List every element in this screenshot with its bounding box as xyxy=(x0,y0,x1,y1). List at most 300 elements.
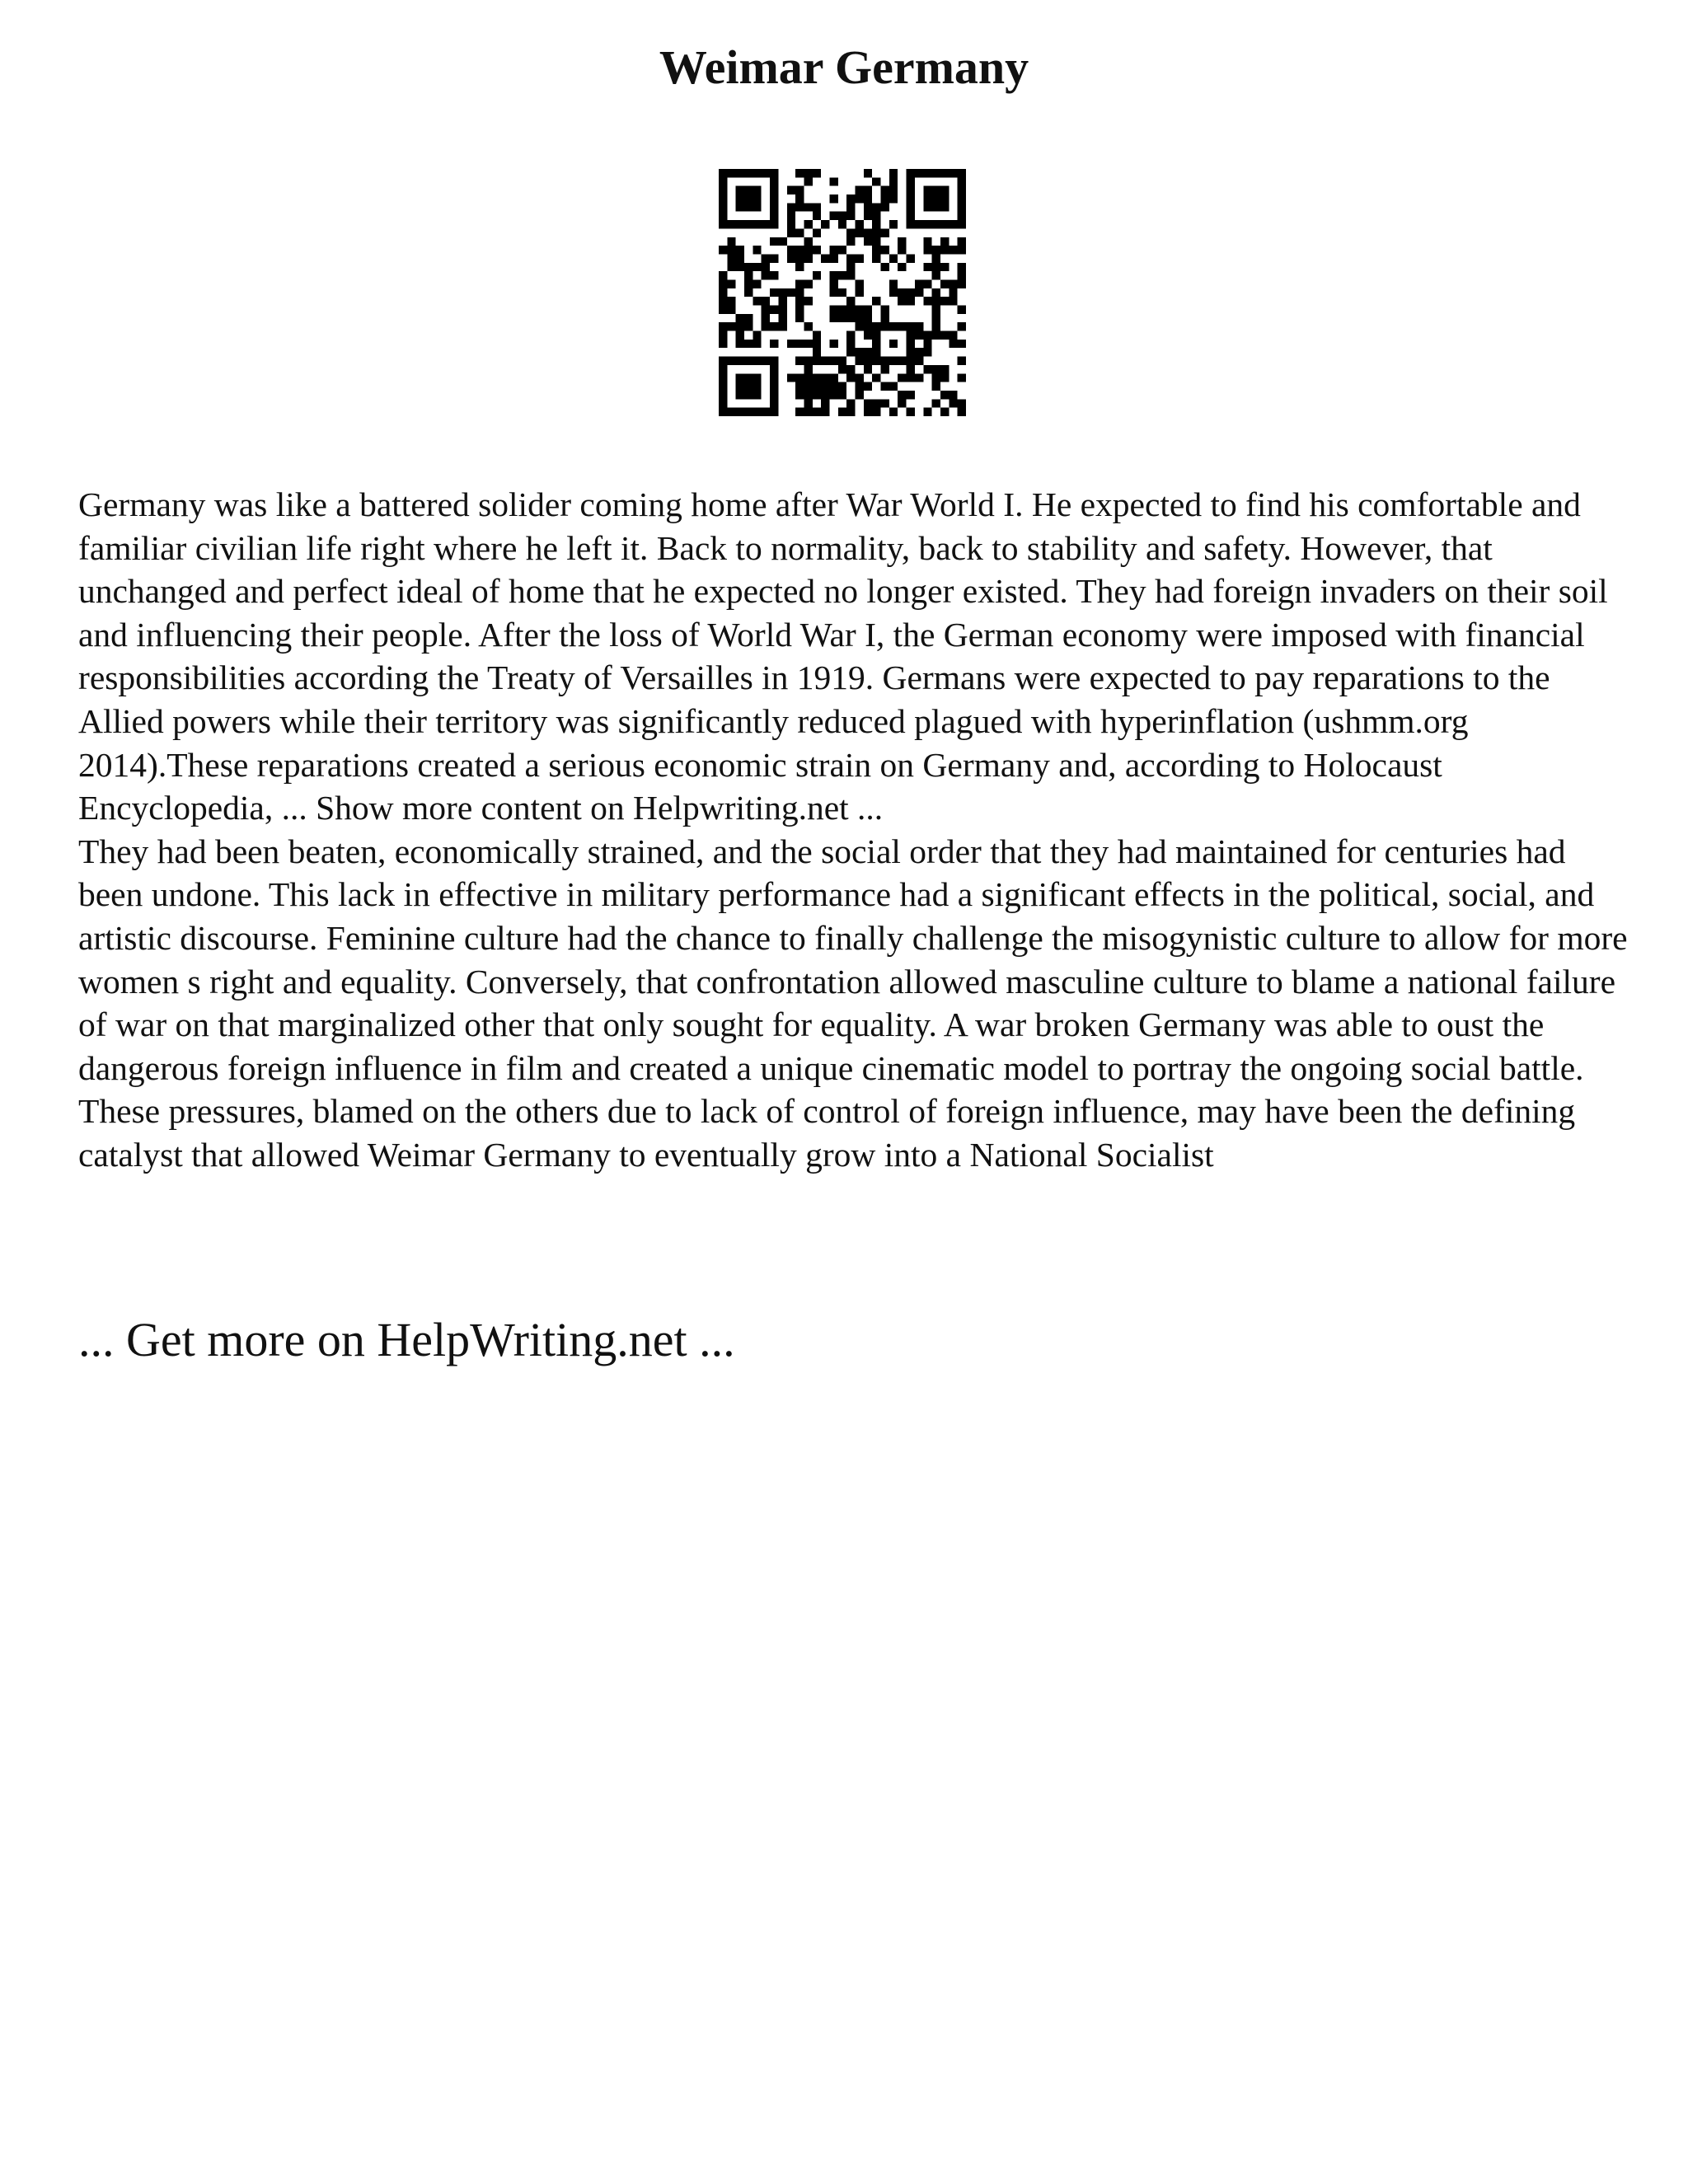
qr-module xyxy=(889,177,898,185)
qr-module xyxy=(813,271,821,279)
qr-module xyxy=(923,331,931,340)
qr-module xyxy=(804,177,812,185)
qr-module xyxy=(949,169,957,177)
qr-module xyxy=(923,169,931,177)
qr-module xyxy=(923,246,931,254)
qr-module xyxy=(898,357,906,365)
qr-module xyxy=(719,322,727,330)
qr-module xyxy=(846,254,855,262)
qr-module xyxy=(838,391,846,399)
qr-module xyxy=(932,314,940,322)
qr-module xyxy=(889,254,898,262)
qr-module xyxy=(932,194,940,203)
qr-module xyxy=(753,331,761,340)
qr-module xyxy=(736,357,744,365)
qr-module xyxy=(753,246,761,254)
qr-module xyxy=(770,391,778,399)
qr-module xyxy=(907,177,915,185)
qr-module xyxy=(753,279,761,288)
qr-module xyxy=(744,408,753,416)
qr-module xyxy=(736,186,744,194)
qr-module xyxy=(753,357,761,365)
qr-module xyxy=(898,373,906,382)
qr-module xyxy=(907,186,915,194)
qr-module xyxy=(719,186,727,194)
qr-module xyxy=(719,203,727,211)
qr-module xyxy=(932,306,940,314)
qr-module xyxy=(736,382,744,391)
qr-module xyxy=(804,279,812,288)
qr-module xyxy=(829,288,837,297)
qr-module xyxy=(846,314,855,322)
qr-module xyxy=(770,271,778,279)
qr-module xyxy=(846,348,855,356)
qr-module xyxy=(770,288,778,297)
qr-module xyxy=(898,399,906,407)
qr-module xyxy=(949,246,957,254)
qr-module xyxy=(958,373,966,382)
qr-module xyxy=(856,254,864,262)
qr-module xyxy=(762,357,770,365)
qr-module xyxy=(762,220,770,228)
qr-module xyxy=(907,203,915,211)
paragraph-2: They had been beaten, economically strained, and the social order that they had maintained for centuries had been undone. This lack in effective in military performance had a significant effects in the political, social, and artistic discourse. Feminine culture had the chance to finally challenge the misogynistic culture to allow for more women s right and equality. Conversely, that confrontation allowed masculine culture to blame a national failure of war on that marginalized other that only sought for equality. A war broken Germany was able to oust the dangerous foreign influence in film and created a unique cinematic model to portray the ongoing social battle. These pressures, blamed on the others due to lack of control of foreign influence, may have been the defining catalyst that allowed Weimar Germany to eventually grow into a National Socialist xyxy=(78,832,1628,1174)
qr-module xyxy=(744,263,753,271)
qr-module xyxy=(898,391,906,399)
qr-module xyxy=(846,271,855,279)
qr-module xyxy=(864,399,872,407)
qr-module xyxy=(846,194,855,203)
qr-module xyxy=(915,322,923,330)
qr-module xyxy=(821,391,829,399)
qr-module xyxy=(923,220,931,228)
qr-module xyxy=(770,254,778,262)
qr-module xyxy=(940,169,949,177)
qr-module xyxy=(770,399,778,407)
article-body xyxy=(78,483,1628,1177)
qr-module xyxy=(719,340,727,348)
qr-module xyxy=(856,228,864,237)
qr-module xyxy=(940,263,949,271)
qr-module xyxy=(804,220,812,228)
qr-module xyxy=(932,288,940,297)
qr-module xyxy=(795,306,804,314)
qr-module xyxy=(829,391,837,399)
qr-module xyxy=(864,203,872,211)
qr-module xyxy=(770,220,778,228)
qr-module xyxy=(958,357,966,365)
qr-module xyxy=(856,357,864,365)
page-title: Weimar Germany xyxy=(659,40,1029,94)
qr-module xyxy=(949,220,957,228)
qr-module xyxy=(923,194,931,203)
qr-module xyxy=(872,246,880,254)
qr-module xyxy=(864,408,872,416)
qr-module xyxy=(907,408,915,416)
qr-code-icon xyxy=(719,169,966,416)
qr-module xyxy=(907,322,915,330)
qr-module xyxy=(719,331,727,340)
qr-module xyxy=(881,322,889,330)
qr-module xyxy=(829,212,837,220)
qr-module xyxy=(744,382,753,391)
qr-module xyxy=(856,382,864,391)
qr-module xyxy=(915,288,923,297)
qr-module xyxy=(856,279,864,288)
qr-module xyxy=(762,254,770,262)
qr-module xyxy=(940,237,949,246)
qr-module xyxy=(923,348,931,356)
qr-module xyxy=(762,263,770,271)
get-more-link[interactable]: ... Get more on HelpWriting.net ... xyxy=(78,1313,735,1366)
qr-module xyxy=(856,391,864,399)
qr-module xyxy=(770,186,778,194)
qr-module xyxy=(838,314,846,322)
qr-module xyxy=(907,348,915,356)
qr-module xyxy=(932,297,940,305)
qr-module xyxy=(949,297,957,305)
qr-module xyxy=(889,169,898,177)
qr-module xyxy=(804,322,812,330)
qr-module xyxy=(889,194,898,203)
qr-module xyxy=(872,237,880,246)
qr-module xyxy=(838,246,846,254)
qr-module xyxy=(804,408,812,416)
qr-module xyxy=(932,203,940,211)
qr-module xyxy=(744,271,753,279)
qr-module xyxy=(872,203,880,211)
qr-module xyxy=(881,314,889,322)
qr-module xyxy=(932,246,940,254)
qr-module xyxy=(762,306,770,314)
qr-module xyxy=(719,288,727,297)
qr-module xyxy=(907,288,915,297)
qr-module xyxy=(736,408,744,416)
qr-module xyxy=(804,382,812,391)
qr-module xyxy=(795,357,804,365)
qr-module xyxy=(846,340,855,348)
qr-module xyxy=(838,382,846,391)
qr-module xyxy=(881,382,889,391)
qr-module xyxy=(958,408,966,416)
qr-module xyxy=(932,186,940,194)
qr-module xyxy=(821,382,829,391)
qr-module xyxy=(923,297,931,305)
qr-module xyxy=(727,237,735,246)
qr-module xyxy=(846,365,855,373)
qr-module xyxy=(787,228,795,237)
qr-module xyxy=(881,263,889,271)
qr-module xyxy=(898,288,906,297)
qr-module xyxy=(719,391,727,399)
qr-module xyxy=(762,314,770,322)
qr-module xyxy=(907,391,915,399)
qr-module xyxy=(940,408,949,416)
qr-module xyxy=(795,297,804,305)
qr-module xyxy=(864,169,872,177)
qr-module xyxy=(889,288,898,297)
qr-module xyxy=(744,220,753,228)
qr-module xyxy=(846,263,855,271)
qr-module xyxy=(770,382,778,391)
qr-module xyxy=(838,365,846,373)
qr-module xyxy=(856,306,864,314)
qr-module xyxy=(949,279,957,288)
qr-module xyxy=(821,357,829,365)
qr-module xyxy=(821,373,829,382)
qr-module xyxy=(846,306,855,314)
qr-module xyxy=(846,203,855,211)
qr-module xyxy=(915,331,923,340)
qr-module xyxy=(813,340,821,348)
qr-module xyxy=(719,246,727,254)
qr-module xyxy=(719,220,727,228)
qr-module xyxy=(949,331,957,340)
qr-module xyxy=(940,391,949,399)
qr-module xyxy=(778,288,786,297)
qr-module xyxy=(753,408,761,416)
qr-module xyxy=(872,331,880,340)
qr-module xyxy=(889,340,898,348)
qr-module xyxy=(753,391,761,399)
qr-module xyxy=(813,331,821,340)
qr-module xyxy=(736,220,744,228)
qr-module xyxy=(778,237,786,246)
qr-module xyxy=(795,288,804,297)
qr-module xyxy=(787,340,795,348)
qr-module xyxy=(744,186,753,194)
qr-module xyxy=(932,331,940,340)
qr-module xyxy=(829,382,837,391)
qr-module xyxy=(856,220,864,228)
qr-module xyxy=(846,212,855,220)
qr-module xyxy=(881,186,889,194)
qr-module xyxy=(958,263,966,271)
qr-module xyxy=(923,186,931,194)
qr-module xyxy=(727,246,735,254)
qr-module xyxy=(923,408,931,416)
qr-module xyxy=(898,297,906,305)
qr-module xyxy=(949,288,957,297)
qr-module xyxy=(778,322,786,330)
qr-module xyxy=(804,169,812,177)
qr-module xyxy=(932,263,940,271)
qr-module xyxy=(787,212,795,220)
qr-module xyxy=(872,212,880,220)
qr-module xyxy=(753,373,761,382)
qr-module xyxy=(907,297,915,305)
qr-module xyxy=(864,228,872,237)
qr-module xyxy=(940,186,949,194)
qr-module xyxy=(795,279,804,288)
qr-module xyxy=(856,322,864,330)
qr-module xyxy=(907,194,915,203)
qr-module xyxy=(958,279,966,288)
qr-module xyxy=(940,246,949,254)
qr-module xyxy=(958,186,966,194)
qr-module xyxy=(889,186,898,194)
qr-module xyxy=(804,340,812,348)
qr-module xyxy=(829,177,837,185)
qr-module xyxy=(787,203,795,211)
qr-module xyxy=(829,254,837,262)
qr-module xyxy=(813,391,821,399)
qr-module xyxy=(787,373,795,382)
qr-module xyxy=(940,279,949,288)
qr-module xyxy=(958,203,966,211)
qr-module xyxy=(813,357,821,365)
qr-module xyxy=(864,186,872,194)
qr-module xyxy=(940,297,949,305)
qr-module xyxy=(958,177,966,185)
qr-module xyxy=(770,203,778,211)
qr-module xyxy=(821,220,829,228)
qr-module xyxy=(804,246,812,254)
qr-module xyxy=(787,254,795,262)
qr-module xyxy=(923,279,931,288)
qr-module xyxy=(958,220,966,228)
qr-module xyxy=(719,357,727,365)
qr-module xyxy=(949,340,957,348)
qr-module xyxy=(829,373,837,382)
qr-module xyxy=(753,297,761,305)
qr-module xyxy=(846,237,855,246)
qr-module xyxy=(932,220,940,228)
qr-module xyxy=(923,365,931,373)
qr-module xyxy=(898,237,906,246)
qr-module xyxy=(915,348,923,356)
qr-module xyxy=(753,186,761,194)
qr-module xyxy=(744,314,753,322)
qr-module xyxy=(770,306,778,314)
qr-module xyxy=(838,306,846,314)
qr-module xyxy=(856,186,864,194)
qr-module xyxy=(923,203,931,211)
qr-module xyxy=(719,408,727,416)
qr-module xyxy=(795,391,804,399)
qr-module xyxy=(727,263,735,271)
qr-module xyxy=(787,186,795,194)
qr-module xyxy=(727,220,735,228)
qr-module xyxy=(821,399,829,407)
qr-module xyxy=(907,212,915,220)
qr-module xyxy=(795,254,804,262)
qr-module xyxy=(958,271,966,279)
qr-module xyxy=(813,203,821,211)
qr-module xyxy=(736,331,744,340)
qr-module xyxy=(804,297,812,305)
qr-module xyxy=(770,169,778,177)
qr-module xyxy=(719,177,727,185)
qr-module xyxy=(770,322,778,330)
qr-module xyxy=(753,220,761,228)
qr-module xyxy=(907,365,915,373)
qr-module xyxy=(813,228,821,237)
qr-module xyxy=(923,263,931,271)
qr-module xyxy=(719,399,727,407)
qr-module xyxy=(727,169,735,177)
qr-module xyxy=(846,228,855,237)
qr-module xyxy=(864,357,872,365)
qr-module xyxy=(762,169,770,177)
qr-module xyxy=(907,220,915,228)
qr-module xyxy=(795,373,804,382)
qr-module xyxy=(838,271,846,279)
qr-module xyxy=(923,340,931,348)
qr-module xyxy=(846,408,855,416)
qr-module xyxy=(864,322,872,330)
qr-module xyxy=(872,340,880,348)
qr-module xyxy=(872,348,880,356)
qr-module xyxy=(940,365,949,373)
qr-module xyxy=(864,237,872,246)
qr-module xyxy=(940,331,949,340)
qr-module xyxy=(813,408,821,416)
qr-module xyxy=(744,357,753,365)
qr-module xyxy=(719,365,727,373)
qr-module xyxy=(915,357,923,365)
qr-module xyxy=(958,306,966,314)
qr-module xyxy=(795,340,804,348)
qr-module xyxy=(753,340,761,348)
qr-module xyxy=(829,357,837,365)
qr-module xyxy=(907,373,915,382)
qr-module xyxy=(744,373,753,382)
qr-module xyxy=(856,194,864,203)
qr-module xyxy=(898,246,906,254)
qr-module xyxy=(719,373,727,382)
qr-module xyxy=(795,246,804,254)
qr-module xyxy=(846,399,855,407)
qr-module xyxy=(727,297,735,305)
qr-module xyxy=(770,408,778,416)
qr-module xyxy=(864,382,872,391)
qr-module xyxy=(932,322,940,330)
qr-module xyxy=(744,322,753,330)
qr-module xyxy=(864,306,872,314)
qr-module xyxy=(770,373,778,382)
qr-module xyxy=(923,237,931,246)
qr-module xyxy=(736,263,744,271)
qr-module xyxy=(872,399,880,407)
qr-module xyxy=(744,279,753,288)
qr-module xyxy=(889,408,898,416)
qr-module xyxy=(838,357,846,365)
qr-module xyxy=(719,212,727,220)
qr-module xyxy=(795,314,804,322)
qr-module xyxy=(872,373,880,382)
qr-module xyxy=(856,348,864,356)
qr-module xyxy=(744,203,753,211)
qr-module xyxy=(719,382,727,391)
qr-module xyxy=(736,169,744,177)
qr-module xyxy=(813,382,821,391)
qr-module xyxy=(958,246,966,254)
qr-module xyxy=(932,254,940,262)
qr-module xyxy=(881,203,889,211)
qr-module xyxy=(958,399,966,407)
qr-module xyxy=(846,297,855,305)
qr-module xyxy=(778,306,786,314)
qr-module xyxy=(736,391,744,399)
qr-module xyxy=(770,177,778,185)
qr-module xyxy=(898,263,906,271)
qr-module xyxy=(829,194,837,203)
qr-module xyxy=(795,263,804,271)
qr-module xyxy=(736,254,744,262)
qr-module xyxy=(727,322,735,330)
qr-module xyxy=(856,373,864,382)
